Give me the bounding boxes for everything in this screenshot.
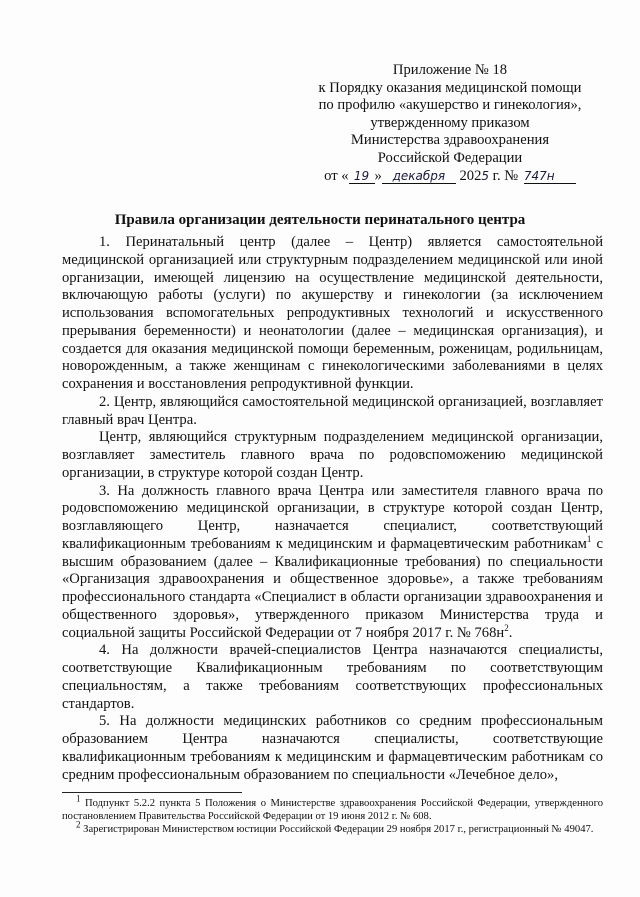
footnote-2-number: 2 [76,819,81,830]
header-line-approved: утвержденному приказом [370,114,530,131]
paragraph-1: 1. Перинатальный центр (далее – Центр) является самостоятельной медицинской организацией или структурным подразделением медицинской или иной организации, имеющей лицензию на осуществление медицинской деятельности, включающую работы (услуги) по акушерству и гинекологии (за исключением использования вспомогательных репродуктивных технологий и искусственного прерывания беременности) и неонатологии (далее – медицинская организация), и создается для оказания медицинской помощи беременным, роженицам, родильницам, новорожденным, а также женщинам с гинекологическими заболеваниями в целях сохранения и восстановления репродуктивной функции. [62,234,603,392]
document-body [62,234,603,784]
paragraph-2-continued: Центр, являющийся структурным подразделением медицинской организации, возглавляет заместитель главного врача по родовспоможению медицинской организации, в структуре которой создан Центр. [62,429,603,481]
order-date-line [300,168,600,186]
footnote-2-text: Зарегистрирован Министерством юстиции Российской Федерации 29 ноября 2017 г., регистрационный № 49047. [80,824,594,836]
year-label: г. № [489,167,519,184]
header-line-order-name: к Порядку оказания медицинской помощи [318,79,582,96]
footnote-2 [62,819,603,836]
handwritten-year-digit: 5 [481,168,490,183]
header-line-federation: Российской Федерации [377,149,523,166]
footnote-1-number: 1 [76,793,81,804]
document-title: Правила организации деятельности перинатального центра [114,212,526,228]
paragraph-2: 2. Центр, являющийся самостоятельной медицинской организацией, возглавляет главный врач Центра. [62,393,603,428]
year-prefix: 202 [459,167,482,184]
paragraph-4: 4. На должности врачей-специалистов Центра назначаются специалисты, соответствующие Квалификационным требованиям по соответствующим специальностям, а также требованиям соответствующих профессиональных стандартов. [62,642,603,712]
date-quote-close: » [374,167,382,184]
header-line-ministry: Министерства здравоохранения [350,132,550,149]
paragraph-3 [62,483,603,643]
handwritten-day: 19 [349,169,375,184]
header-line-profile: по профилю «акушерство и гинекология», [318,97,582,114]
footnote-ref-1[interactable]: 1 [586,533,592,544]
paragraph-3-part-b: с высшим образованием (далее – Квалификационные требования) по специальности «Организация здравоохранения и общественное здоровье», а также требованиям профессионального стандарта «Специалист в области организации здравоохранения и общественного здоровья», утвержденного приказом Министерства труда и социальной защиты Российской Федерации от 7 ноября 2017 г. № 768н [62,535,603,641]
footnote-divider [62,792,242,793]
paragraph-5: 5. На должности медицинских работников со средним профессиональным образованием Центра назначаются специалисты, соответствующие квалификационным требованиям к медицинским и фармацевтическим работникам со средним профессиональным образованием по специальности «Лечебное дело», [62,713,603,783]
handwritten-order-number: 747н [524,169,576,184]
paragraph-3-part-a: 3. На должность главного врача Центра или заместителя главного врача по родовспоможению медицинской организации, в структуре которой создан Центр, возглавляющего Центр, назначается специалист, соответствующий квалификационным требованиям к медицинским и фармацевтическим работникам [62,482,603,552]
date-prefix: от « [324,167,349,184]
footnote-ref-2[interactable]: 2 [504,622,509,633]
paragraph-3-part-c: . [508,624,513,641]
footnote-1 [62,793,603,823]
appendix-header [300,62,600,185]
footnote-1-text: Подпункт 5.2.2 пункта 5 Положения о Министерстве здравоохранения Российской Федерации, утвержденного постановлением Правительства Российской Федерации от 19 июня 2012 г. № 608. [62,798,603,823]
handwritten-month: декабря [382,169,456,184]
appendix-number: Приложение № 18 [392,62,508,78]
footnotes [62,793,603,837]
